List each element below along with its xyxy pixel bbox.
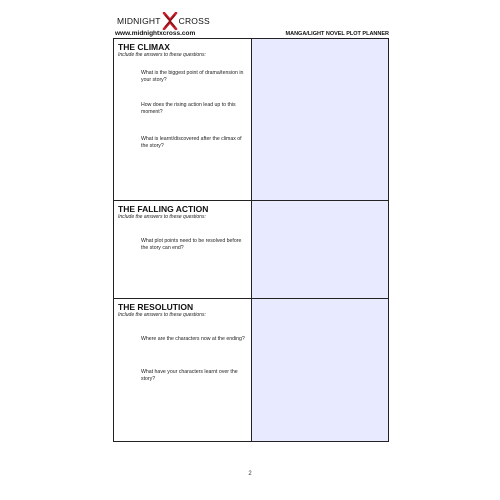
question-text: What plot points need to be resolved before the story can end? xyxy=(141,238,242,251)
section-subtitle: Include the answers to these questions: xyxy=(118,214,206,220)
resolution-prompt-cell xyxy=(114,299,252,441)
logo-text-right: CROSS xyxy=(178,16,210,26)
page-number: 2 xyxy=(248,471,252,477)
resolution-answer-field[interactable] xyxy=(252,299,388,441)
website-url: www.midnightxcross.com xyxy=(115,30,196,37)
climax-prompt-cell xyxy=(114,39,252,201)
section-subtitle: Include the answers to these questions: xyxy=(118,52,206,58)
logo-text-left: MIDNIGHT xyxy=(117,16,161,26)
section-title: THE CLIMAX xyxy=(118,42,170,52)
climax-answer-field[interactable] xyxy=(252,39,388,201)
plot-planner-table xyxy=(113,38,389,442)
midnightxcross-logo xyxy=(117,10,210,32)
question-text: Where are the characters now at the ending? xyxy=(141,336,245,342)
question-text: How does the rising action lead up to this moment? xyxy=(141,102,236,115)
question-text: What is learnt/discovered after the climax of the story? xyxy=(141,136,242,149)
logo-x-mark-icon xyxy=(162,12,178,30)
falling-action-answer-field[interactable] xyxy=(252,201,388,299)
question-text: What is the biggest point of drama/tension in your story? xyxy=(141,70,244,83)
planner-title: MANGA/LIGHT NOVEL PLOT PLANNER xyxy=(285,31,389,37)
falling-action-prompt-cell xyxy=(114,201,252,299)
question-text: What have your characters learnt over the story? xyxy=(141,369,238,382)
section-title: THE FALLING ACTION xyxy=(118,204,209,214)
section-subtitle: Include the answers to these questions: xyxy=(118,312,206,318)
section-title: THE RESOLUTION xyxy=(118,302,194,312)
